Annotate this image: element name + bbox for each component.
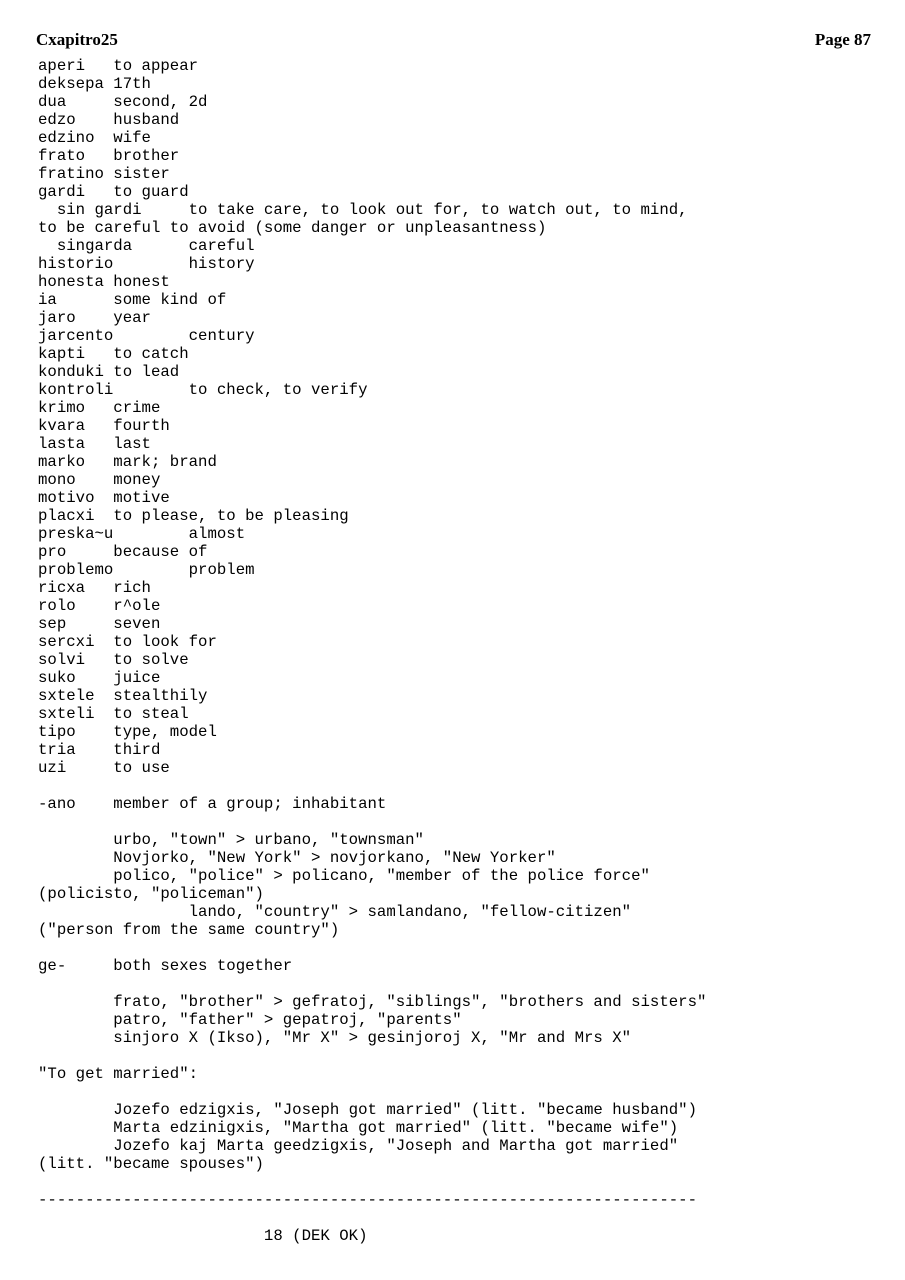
text-line: placxi to please, to be pleasing bbox=[38, 507, 349, 525]
text-line: honesta honest bbox=[38, 273, 170, 291]
text-line: krimo crime bbox=[38, 399, 161, 417]
text-line: jaro year bbox=[38, 309, 151, 327]
text-line: 18 (DEK OK) bbox=[38, 1227, 368, 1245]
text-line: pro because of bbox=[38, 543, 208, 561]
page-header bbox=[36, 30, 871, 52]
blank-line bbox=[38, 777, 706, 795]
text-line: Jozefo kaj Marta geedzigxis, "Joseph and Martha got married" bbox=[38, 1137, 679, 1155]
text-line: ("person from the same country") bbox=[38, 921, 340, 939]
chapter-title: Cxapitro25 bbox=[36, 30, 118, 49]
text-line: rolo r^ole bbox=[38, 597, 161, 615]
text-line: uzi to use bbox=[38, 759, 170, 777]
text-line: historio history bbox=[38, 255, 255, 273]
text-line: -ano member of a group; inhabitant bbox=[38, 795, 387, 813]
text-line: polico, "police" > policano, "member of the police force" bbox=[38, 867, 650, 885]
text-line: ---------------------------------------------------------------------- bbox=[38, 1191, 697, 1209]
text-line: motivo motive bbox=[38, 489, 170, 507]
page-number: Page 87 bbox=[814, 30, 871, 49]
blank-line bbox=[38, 1047, 706, 1065]
document-body bbox=[38, 57, 706, 1245]
blank-line bbox=[38, 1083, 706, 1101]
text-line: konduki to lead bbox=[38, 363, 180, 381]
text-line: marko mark; brand bbox=[38, 453, 217, 471]
text-line: deksepa 17th bbox=[38, 75, 151, 93]
text-line: ge- both sexes together bbox=[38, 957, 293, 975]
text-line: sercxi to look for bbox=[38, 633, 217, 651]
text-line: kvara fourth bbox=[38, 417, 170, 435]
text-line: sin gardi to take care, to look out for, to watch out, to mind, bbox=[38, 201, 688, 219]
text-line: frato, "brother" > gefratoj, "siblings", "brothers and sisters" bbox=[38, 993, 707, 1011]
text-line: jarcento century bbox=[38, 327, 255, 345]
text-line: kapti to catch bbox=[38, 345, 189, 363]
blank-line bbox=[38, 813, 706, 831]
blank-line bbox=[38, 1173, 706, 1191]
text-line: kontroli to check, to verify bbox=[38, 381, 368, 399]
text-line: sinjoro X (Ikso), "Mr X" > gesinjoroj X, "Mr and Mrs X" bbox=[38, 1029, 632, 1047]
text-line: Marta edzinigxis, "Martha got married" (litt. "became wife") bbox=[38, 1119, 679, 1137]
text-line: sep seven bbox=[38, 615, 161, 633]
text-line: tria third bbox=[38, 741, 161, 759]
text-line: dua second, 2d bbox=[38, 93, 208, 111]
text-line: to be careful to avoid (some danger or unpleasantness) bbox=[38, 219, 547, 237]
text-line: lasta last bbox=[38, 435, 151, 453]
text-line: preska~u almost bbox=[38, 525, 246, 543]
text-line: fratino sister bbox=[38, 165, 170, 183]
text-line: solvi to solve bbox=[38, 651, 189, 669]
text-line: edzo husband bbox=[38, 111, 180, 129]
text-line: Jozefo edzigxis, "Joseph got married" (litt. "became husband") bbox=[38, 1101, 697, 1119]
text-line: sxteli to steal bbox=[38, 705, 189, 723]
text-line: (litt. "became spouses") bbox=[38, 1155, 264, 1173]
text-line: singarda careful bbox=[38, 237, 255, 255]
text-line: urbo, "town" > urbano, "townsman" bbox=[38, 831, 424, 849]
text-line: problemo problem bbox=[38, 561, 255, 579]
text-line: edzino wife bbox=[38, 129, 151, 147]
blank-line bbox=[38, 1209, 706, 1227]
text-line: (policisto, "policeman") bbox=[38, 885, 264, 903]
text-line: gardi to guard bbox=[38, 183, 189, 201]
text-line: ricxa rich bbox=[38, 579, 151, 597]
text-line: Novjorko, "New York" > novjorkano, "New Yorker" bbox=[38, 849, 556, 867]
text-line: mono money bbox=[38, 471, 161, 489]
text-line: tipo type, model bbox=[38, 723, 217, 741]
text-line: aperi to appear bbox=[38, 57, 199, 75]
text-line: patro, "father" > gepatroj, "parents" bbox=[38, 1011, 462, 1029]
text-line: sxtele stealthily bbox=[38, 687, 208, 705]
text-line: suko juice bbox=[38, 669, 161, 687]
text-line: lando, "country" > samlandano, "fellow-citizen" bbox=[38, 903, 632, 921]
text-line: frato brother bbox=[38, 147, 180, 165]
blank-line bbox=[38, 939, 706, 957]
text-line: "To get married": bbox=[38, 1065, 199, 1083]
blank-line bbox=[38, 975, 706, 993]
text-line: ia some kind of bbox=[38, 291, 227, 309]
